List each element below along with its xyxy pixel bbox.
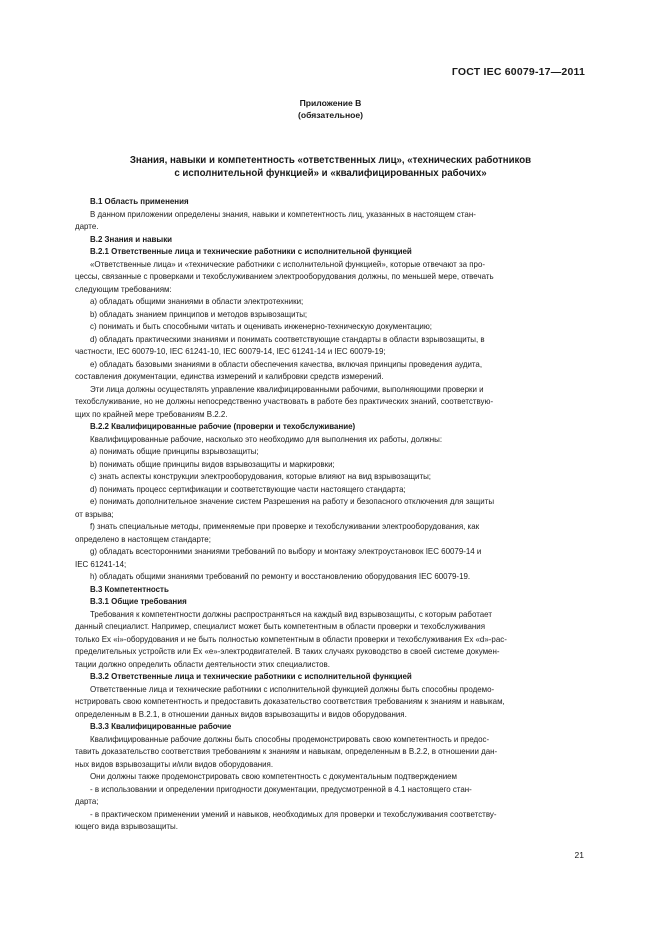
paragraph-line: b) понимать общие принципы видов взрывозащиты и маркировки;	[90, 459, 335, 469]
document-body	[75, 196, 586, 834]
paragraph-continuation: дарта;	[75, 797, 99, 806]
paragraph-continuation: цессы, связанные с проверками и техобслуживанием электрооборудования должны, по меньшей мере, отвечать	[75, 272, 494, 281]
paragraph-line: Эти лица должны осуществлять управление квалифицированными рабочими, выполняющими проверки и	[90, 384, 484, 394]
paragraph-continuation: от взрыва;	[75, 509, 114, 519]
paragraph-continuation: определено в настоящем стандарте;	[75, 534, 211, 544]
paragraph-line: Ответственные лица и технические работники с исполнительной функцией должны быть способны продемо-	[90, 684, 495, 694]
document-code: ГОСТ IEC 60079-17—2011	[451, 66, 585, 78]
annex-subtitle: (обязательное)	[297, 110, 364, 120]
paragraph-line: Они должны также продемонстрировать свою компетентность с документальным подтверждением	[90, 772, 458, 781]
page-number: 21	[574, 850, 584, 860]
paragraph-continuation: данный специалист. Например, специалист может быть компетентным в области проверки и техобслуживания	[75, 622, 486, 631]
paragraph-continuation: IEC 61241-14;	[75, 559, 127, 569]
section-heading: В.2.2 Квалифицированные рабочие (проверки и техобслуживание)	[90, 422, 356, 431]
paragraph-line: с) знать аспекты конструкции электрооборудования, которые влияют на вид взрывозащиты;	[90, 472, 431, 481]
paragraph-continuation: нстрировать свою компетентность и предоставить доказательство соответствия требованиям к знаниям и навыкам,	[75, 697, 505, 706]
paragraph-continuation: ных видов взрывозащиты и/или видов оборудования.	[75, 759, 274, 769]
paragraph-line: а) понимать общие принципы взрывозащиты;	[90, 447, 259, 456]
paragraph-line: b) обладать знанием принципов и методов взрывозащиты;	[90, 309, 308, 319]
paragraph-continuation: щих по крайней мере требованиям В.2.2.	[75, 409, 228, 419]
paragraph-continuation: тации должно определить области деятельности этих специалистов.	[75, 659, 330, 669]
paragraph-line: е) понимать дополнительное значение систем Разрешения на работу и безопасного отключения для защиты	[90, 497, 495, 506]
section-heading: В.2.1 Ответственные лица и технические работники с исполнительной функцией	[90, 247, 412, 256]
paragraph-line: f) знать специальные методы, применяемые при проверке и техобслуживании электрооборудования, как	[90, 522, 480, 531]
paragraph-line: «Ответственные лица» и «технические работники с исполнительной функцией», которые отвечают за про-	[90, 259, 486, 269]
paragraph-continuation: тавить доказательство соответствия требованиям к знаниям и навыкам, определенным в В.2.2, в отношении дан-	[75, 747, 498, 756]
paragraph-line: - в использовании и определении пригодности документации, предусмотренной в 4.1 настоящего стан-	[90, 784, 472, 794]
section-heading: В.3.1 Общие требования	[90, 597, 187, 606]
section-heading: В.1 Область применения	[90, 197, 189, 206]
main-title-line-1: Знания, навыки и компетентность «ответственных лиц», «технических работников	[129, 155, 532, 166]
section-heading: В.3.3 Квалифицированные рабочие	[90, 722, 232, 731]
paragraph-line: d) понимать процесс сертификации и соответствующие части настоящего стандарта;	[90, 484, 406, 494]
paragraph-continuation: частности, IEC 60079-10, IEC 61241-10, IEC 60079-14, IEC 61241-14 и IEC 60079-19;	[75, 347, 386, 356]
section-heading: В.3.2 Ответственные лица и технические работники с исполнительной функцией	[90, 672, 412, 681]
paragraph-line: с) понимать и быть способными читать и оценивать инженерно-техническую документацию;	[90, 322, 433, 331]
paragraph-continuation: следующим требованиям:	[75, 284, 172, 294]
section-heading: В.3 Компетентность	[90, 584, 169, 594]
section-heading: В.2 Знания и навыки	[90, 234, 173, 244]
paragraph-line: g) обладать всесторонними знаниями требований по выбору и монтажу электроустановок IEC 60079-14 и	[90, 547, 482, 556]
paragraph-continuation: ющего вида взрывозащиты.	[75, 822, 178, 831]
paragraph-line: - в практическом применении умений и навыков, необходимых для проверки и техобслуживания соответству-	[90, 809, 497, 819]
paragraph-continuation: дарте.	[75, 222, 99, 231]
paragraph-line: а) обладать общими знаниями в области электротехники;	[90, 297, 304, 306]
paragraph-continuation: только Ex «i»-оборудования и не быть полностью компетентным в области проверки и техобслуживания Ex «d»-рас-	[75, 634, 507, 644]
paragraph-continuation: составления документации, единства измерений и калибровки средств измерений.	[75, 372, 384, 381]
paragraph-line: Требования к компетентности должны распространяться на каждый вид взрывозащиты, с которым работает	[90, 609, 492, 619]
paragraph-line: Квалифицированные рабочие должны быть способны продемонстрировать свою компетентность и предос-	[90, 734, 490, 744]
paragraph-line: d) обладать практическими знаниями и понимать соответствующие стандарты в области взрывозащиты, в	[90, 334, 485, 344]
paragraph-line: Квалифицированные рабочие, насколько это необходимо для выполнения их работы, должны:	[90, 434, 443, 444]
paragraph-line: h) обладать общими знаниями требований по ремонту и восстановлению оборудования IEC 60079-19.	[90, 572, 471, 581]
paragraph-line: В данном приложении определены знания, навыки и компетентность лиц, указанных в настоящем стан-	[90, 209, 476, 219]
paragraph-continuation: определенным в В.2.1, в отношении данных видов взрывозащиты и видов оборудования.	[75, 709, 407, 719]
paragraph-continuation: техобслуживание, но не должны непосредственно участвовать в работе без практических знаний, соответствую-	[75, 397, 494, 406]
paragraph-line: е) обладать базовыми знаниями в области обеспечения качества, включая принципы проведения аудита,	[90, 359, 483, 369]
paragraph-continuation: пределительных устройств или Ex «е»-электродвигателей. В таких случаях руководство в своей системе докумен-	[75, 647, 500, 656]
annex-title: Приложение В	[299, 98, 362, 108]
main-title	[0, 154, 661, 180]
main-title-line-2: с исполнительной функцией» и «квалифицированных рабочих»	[174, 168, 487, 179]
